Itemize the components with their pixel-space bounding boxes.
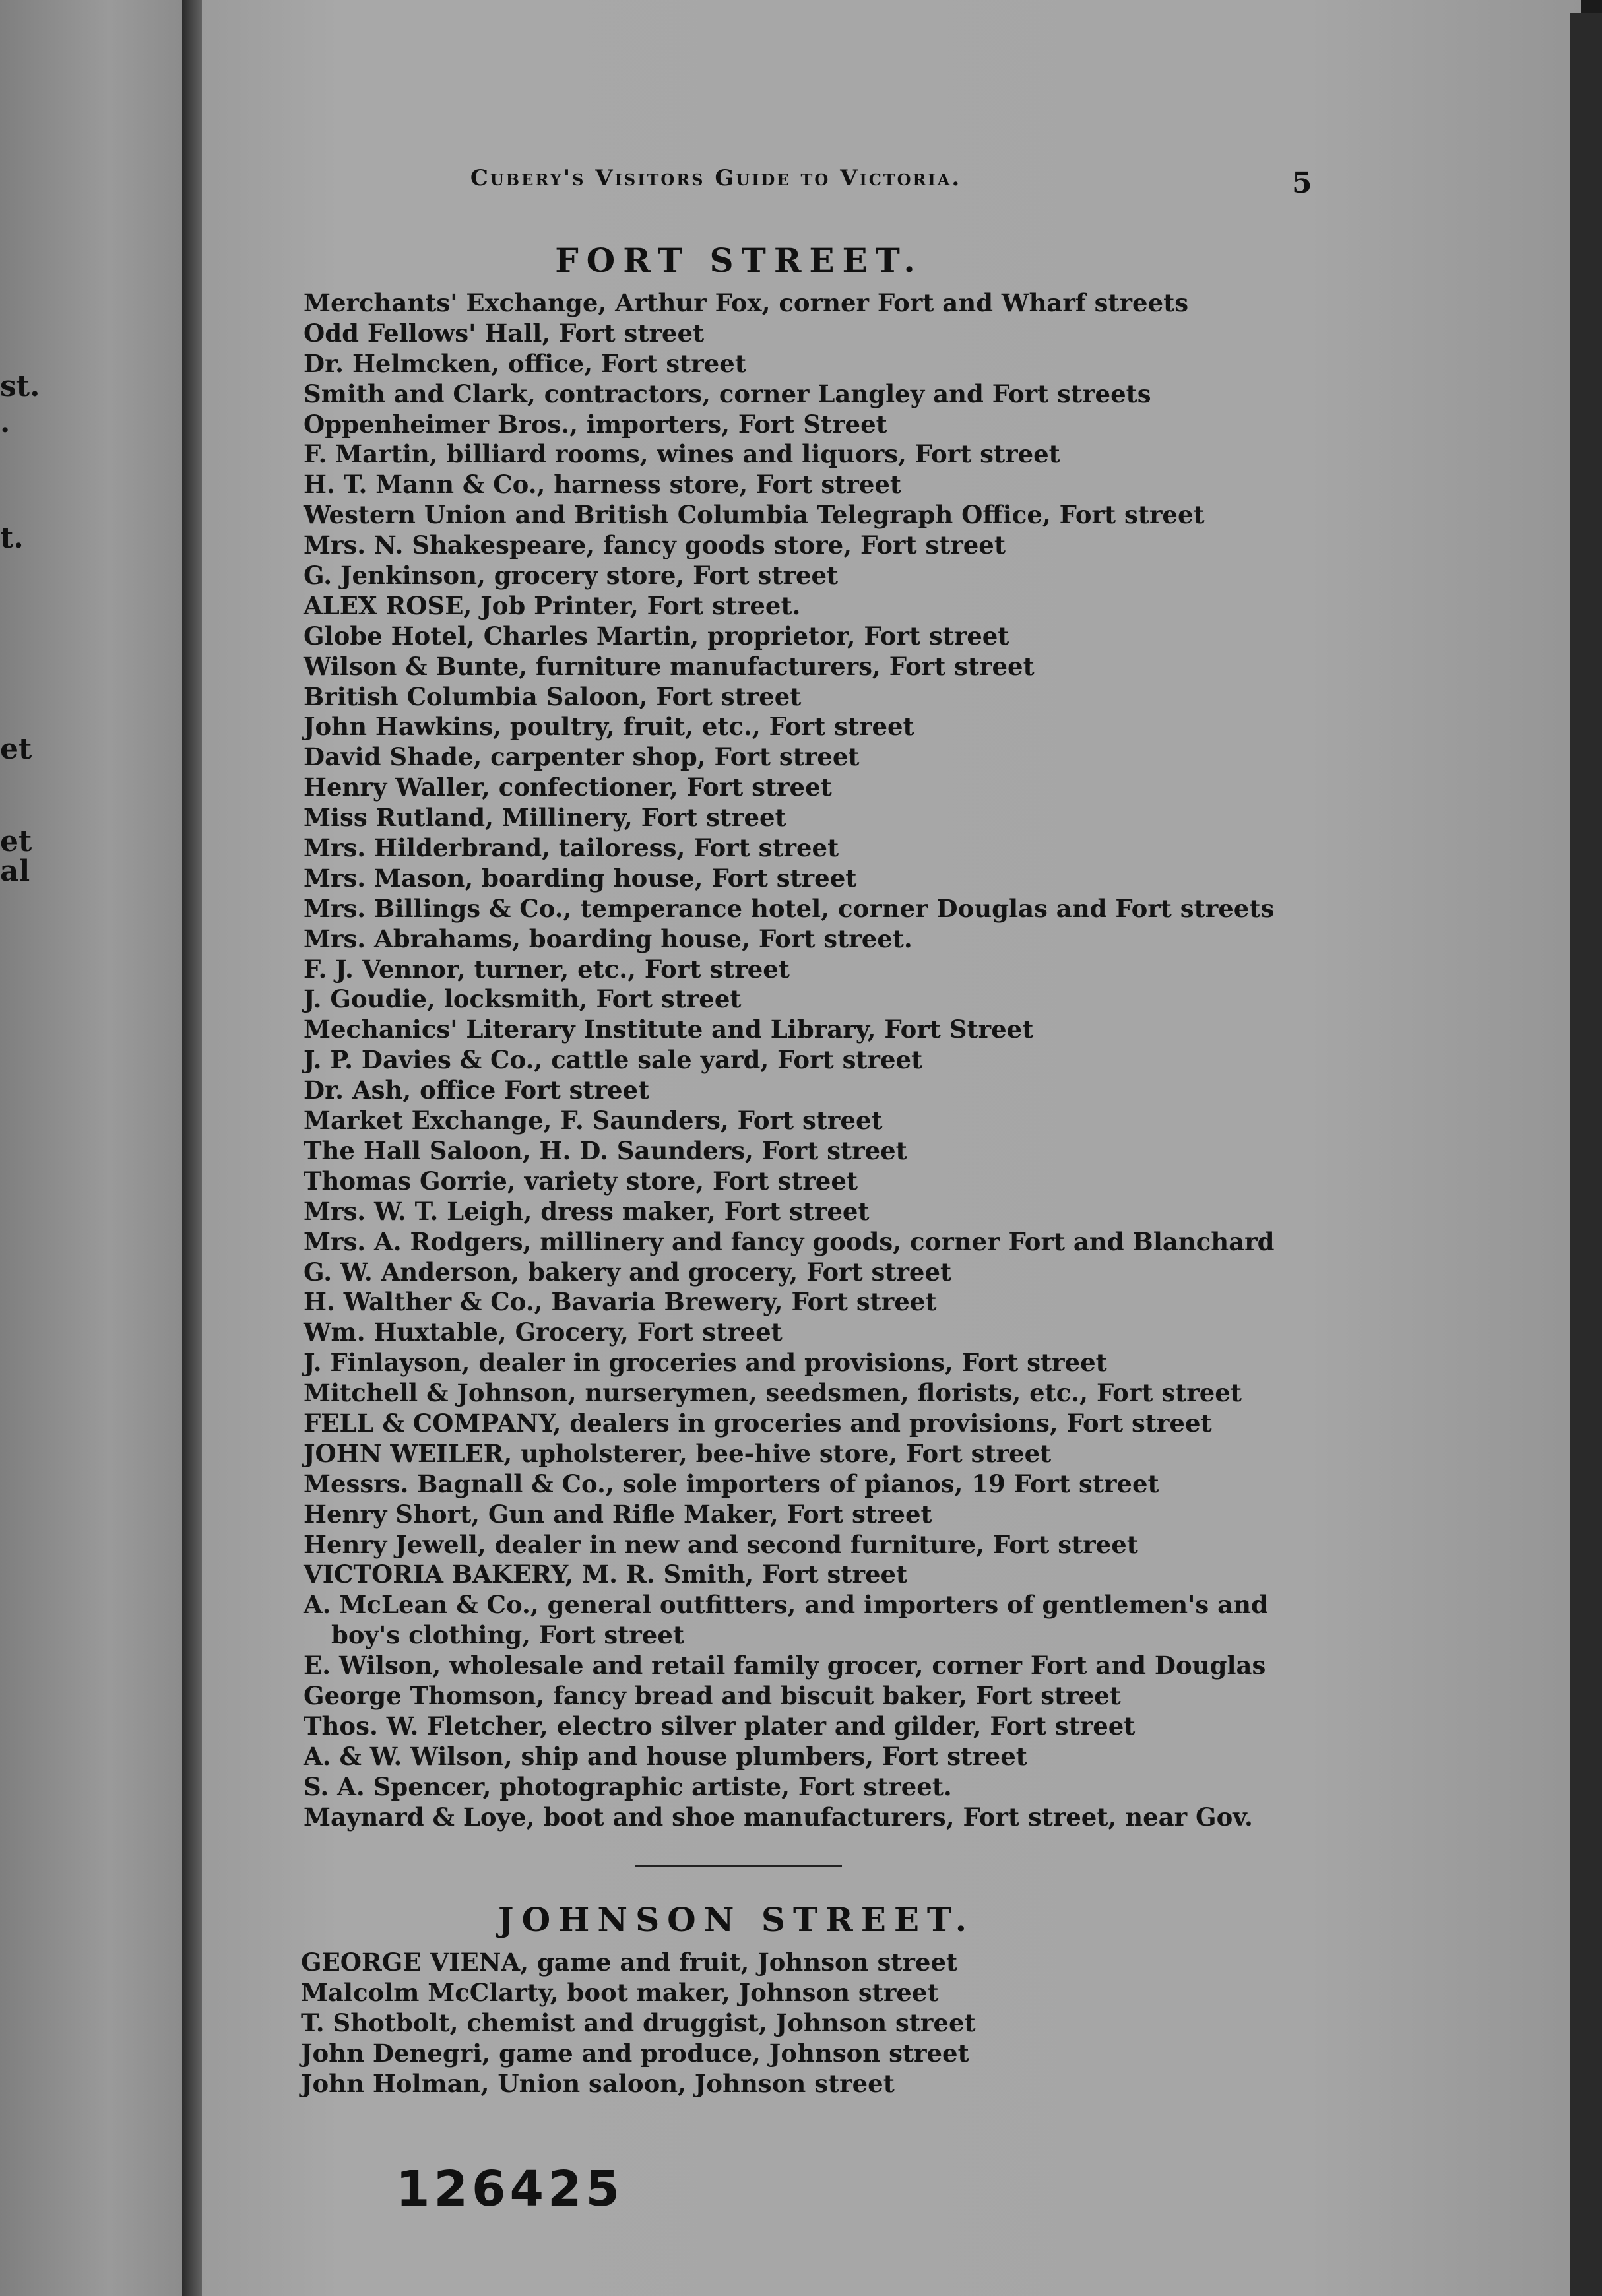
directory-entry: Mrs. W. T. Leigh, dress maker, Fort street — [304, 1196, 870, 1226]
directory-entry: Wm. Huxtable, Grocery, Fort street — [304, 1318, 783, 1347]
directory-entry: FELL & COMPANY, dealers in groceries and provisions, Fort street — [304, 1408, 1212, 1438]
book-gutter — [182, 0, 205, 2296]
directory-entry: John Hawkins, poultry, fruit, etc., Fort street — [304, 712, 914, 742]
directory-entry: H. Walther & Co., Bavaria Brewery, Fort street — [304, 1287, 937, 1317]
directory-entry: Henry Short, Gun and Rifle Maker, Fort street — [304, 1499, 932, 1529]
directory-entry: J. Goudie, locksmith, Fort street — [304, 984, 742, 1014]
section-divider — [635, 1865, 842, 1867]
left-page-fragment: et — [0, 825, 32, 858]
left-page-fragment: al — [0, 854, 30, 888]
directory-entry: Mrs. Abrahams, boarding house, Fort street. — [304, 924, 913, 953]
left-page-fragment: t. — [0, 521, 24, 555]
directory-entry: F. Martin, billiard rooms, wines and liquors, Fort street — [304, 439, 1060, 469]
accession-number-stamp: 126425 — [396, 2161, 624, 2217]
directory-entry: Merchants' Exchange, Arthur Fox, corner Fort and Wharf streets — [304, 288, 1189, 317]
page-number: 5 — [1292, 166, 1312, 200]
directory-entry: Maynard & Loye, boot and shoe manufacturers, Fort street, near Gov. — [304, 1802, 1253, 1832]
directory-entry: H. T. Mann & Co., harness store, Fort street — [304, 470, 901, 499]
directory-entry: Globe Hotel, Charles Martin, proprietor, Fort street — [304, 621, 1009, 651]
directory-entry: Thos. W. Fletcher, electro silver plater and gilder, Fort street — [304, 1711, 1136, 1740]
directory-entry: Mrs. Hilderbrand, tailoress, Fort street — [304, 833, 839, 863]
left-page-fragment: . — [0, 406, 11, 439]
johnson-street-heading: JOHNSON STREET. — [497, 1900, 975, 1939]
directory-entry: George Thomson, fancy bread and biscuit baker, Fort street — [304, 1680, 1121, 1710]
running-header: Cubery's Visitors Guide to Victoria. — [470, 165, 962, 191]
directory-entry: British Columbia Saloon, Fort street — [304, 682, 802, 711]
directory-entry: A. & W. Wilson, ship and house plumbers, Fort street — [304, 1741, 1027, 1771]
directory-entry: Smith and Clark, contractors, corner Langley and Fort streets — [304, 379, 1151, 408]
left-facing-page — [0, 0, 182, 2296]
directory-entry: T. Shotbolt, chemist and druggist, Johnson street — [301, 2008, 976, 2037]
directory-entry: Mrs. N. Shakespeare, fancy goods store, Fort street — [304, 530, 1006, 560]
directory-entry: J. Finlayson, dealer in groceries and provisions, Fort street — [304, 1348, 1107, 1378]
directory-entry: Market Exchange, F. Saunders, Fort street — [304, 1106, 883, 1135]
directory-entry: Mrs. Mason, boarding house, Fort street — [304, 863, 857, 893]
directory-entry: GEORGE VIENA, game and fruit, Johnson street — [301, 1948, 958, 1977]
directory-entry: ALEX ROSE, Job Printer, Fort street. — [304, 590, 801, 620]
directory-entry: Dr. Helmcken, office, Fort street — [304, 348, 746, 378]
directory-entry: S. A. Spencer, photographic artiste, Fort street. — [304, 1771, 952, 1801]
directory-entry: F. J. Vennor, turner, etc., Fort street — [304, 954, 790, 984]
directory-entry: G. W. Anderson, bakery and grocery, Fort street — [304, 1257, 952, 1287]
directory-entry: E. Wilson, wholesale and retail family grocer, corner Fort and Douglas — [304, 1651, 1266, 1680]
directory-entry: Mrs. Billings & Co., temperance hotel, corner Douglas and Fort streets — [304, 893, 1275, 923]
directory-entry: Henry Jewell, dealer in new and second furniture, Fort street — [304, 1529, 1138, 1559]
directory-entry: Western Union and British Columbia Telegraph Office, Fort street — [304, 500, 1205, 530]
directory-entry: Mrs. A. Rodgers, millinery and fancy goods, corner Fort and Blanchard — [304, 1227, 1275, 1256]
directory-entry: Thomas Gorrie, variety store, Fort street — [304, 1166, 858, 1196]
directory-entry: JOHN WEILER, upholsterer, bee-hive store, Fort street — [304, 1438, 1052, 1468]
fort-street-directory-list — [304, 288, 1275, 1832]
left-page-fragment: et — [0, 732, 32, 766]
page-edge-shadow — [1570, 13, 1602, 2296]
johnson-street-directory-list — [301, 1948, 976, 2099]
directory-entry: G. Jenkinson, grocery store, Fort street — [304, 561, 839, 590]
directory-entry: A. McLean & Co., general outfitters, and importers of gentlemen's and — [304, 1590, 1268, 1620]
directory-entry: Messrs. Bagnall & Co., sole importers of pianos, 19 Fort street — [304, 1469, 1159, 1498]
directory-entry: VICTORIA BAKERY, M. R. Smith, Fort street — [304, 1560, 908, 1589]
directory-entry: John Holman, Union saloon, Johnson street — [301, 2068, 895, 2098]
directory-entry: boy's clothing, Fort street — [331, 1620, 684, 1650]
directory-entry: Odd Fellows' Hall, Fort street — [304, 318, 705, 348]
directory-entry: Mitchell & Johnson, nurserymen, seedsmen, florists, etc., Fort street — [304, 1378, 1242, 1408]
left-page-fragment: st. — [0, 369, 40, 403]
directory-entry: Mechanics' Literary Institute and Library, Fort Street — [304, 1015, 1034, 1044]
directory-entry: J. P. Davies & Co., cattle sale yard, Fort street — [304, 1045, 923, 1075]
directory-entry: Miss Rutland, Millinery, Fort street — [304, 803, 786, 833]
directory-entry: David Shade, carpenter shop, Fort street — [304, 742, 860, 772]
directory-entry: Henry Waller, confectioner, Fort street — [304, 773, 832, 802]
directory-entry: Dr. Ash, office Fort street — [304, 1075, 650, 1105]
directory-entry: Oppenheimer Bros., importers, Fort Street — [304, 409, 887, 439]
fort-street-heading: FORT STREET. — [555, 241, 923, 280]
directory-entry: The Hall Saloon, H. D. Saunders, Fort street — [304, 1135, 907, 1165]
directory-entry: Wilson & Bunte, furniture manufacturers, Fort street — [304, 651, 1035, 681]
directory-entry: Malcolm McClarty, boot maker, Johnson street — [301, 1977, 939, 2007]
directory-entry: John Denegri, game and produce, Johnson street — [301, 2038, 969, 2068]
